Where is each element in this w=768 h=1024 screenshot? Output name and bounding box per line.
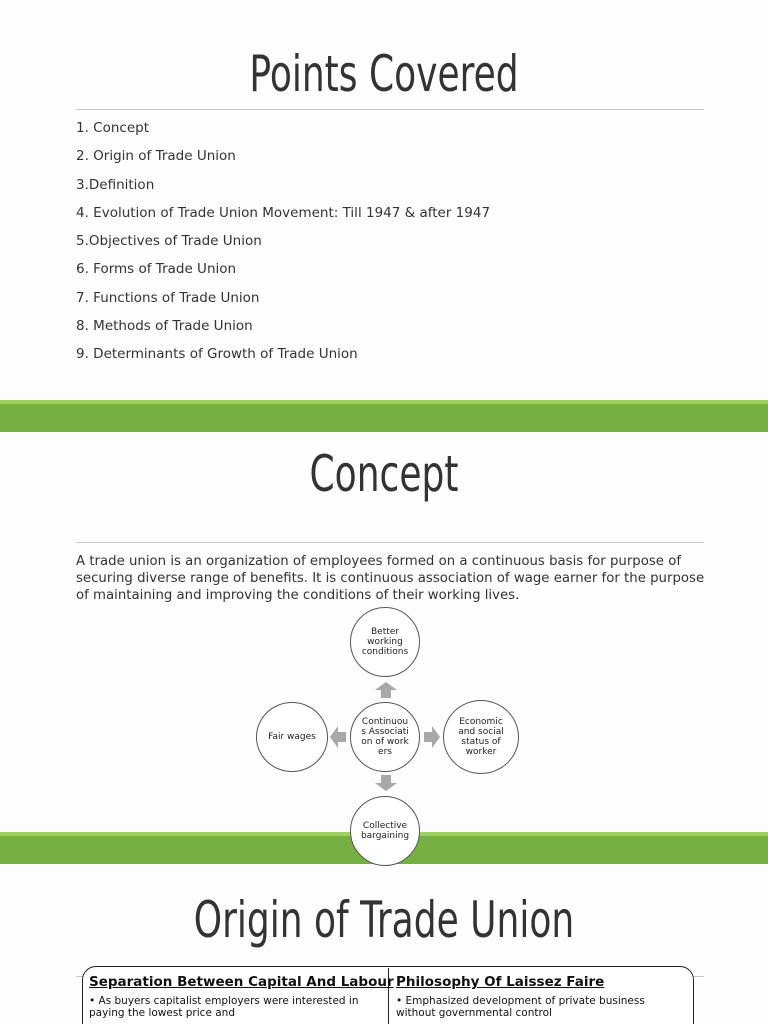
list-item: 9. Determinants of Growth of Trade Union [76, 346, 358, 363]
list-item: 4. Evolution of Trade Union Movement: Till 1947 & after 1947 [76, 204, 491, 221]
slide-points-covered [0, 0, 768, 400]
left-bullet: • As buyers capitalist employers were interested in paying the lowest price and [89, 995, 359, 1019]
list-item: 1. Concept [76, 120, 150, 136]
arrow-down-icon [375, 775, 397, 791]
arrow-left-icon [330, 726, 346, 748]
diagram-node-top: Better working conditions [350, 607, 420, 677]
slide-title: Origin of Trade Union [193, 891, 575, 949]
diagram-node-bottom: Collective bargaining [350, 796, 420, 866]
list-item: 7. Functions of Trade Union [76, 289, 260, 306]
slide-separator-band [0, 400, 768, 432]
title-divider [76, 542, 704, 543]
slide-concept [0, 432, 768, 832]
arrow-up-icon [375, 682, 397, 698]
diagram-node-center: Continuous Association of workers [350, 702, 420, 772]
list-item: 3.Definition [76, 176, 155, 193]
diagram-node-right: Economic and social status of worker [443, 700, 519, 774]
slide-origin [0, 864, 768, 1024]
diagram-node-left: Fair wages [256, 702, 328, 772]
arrow-right-icon [424, 726, 440, 748]
list-item: 8. Methods of Trade Union [76, 318, 253, 335]
slide-title: Points Covered [249, 45, 519, 103]
list-item: 6. Forms of Trade Union [76, 261, 237, 278]
left-heading: Separation Between Capital And Labour [89, 974, 394, 990]
slide-title: Concept [309, 445, 459, 503]
title-divider [76, 109, 704, 110]
list-item: 5.Objectives of Trade Union [76, 233, 262, 250]
concept-paragraph: A trade union is an organization of employees formed on a continuous basis for purpose of securing diverse range of benefits. It is continuous association of wage earner for the purpose of maintaining and improving the conditions of their working lives. [76, 554, 705, 603]
right-bullet: • Emphasized development of private business without governmental control [396, 995, 645, 1019]
list-item: 2. Origin of Trade Union [76, 148, 236, 165]
right-heading: Philosophy Of Laissez Faire [396, 974, 605, 990]
points-list [76, 118, 490, 373]
